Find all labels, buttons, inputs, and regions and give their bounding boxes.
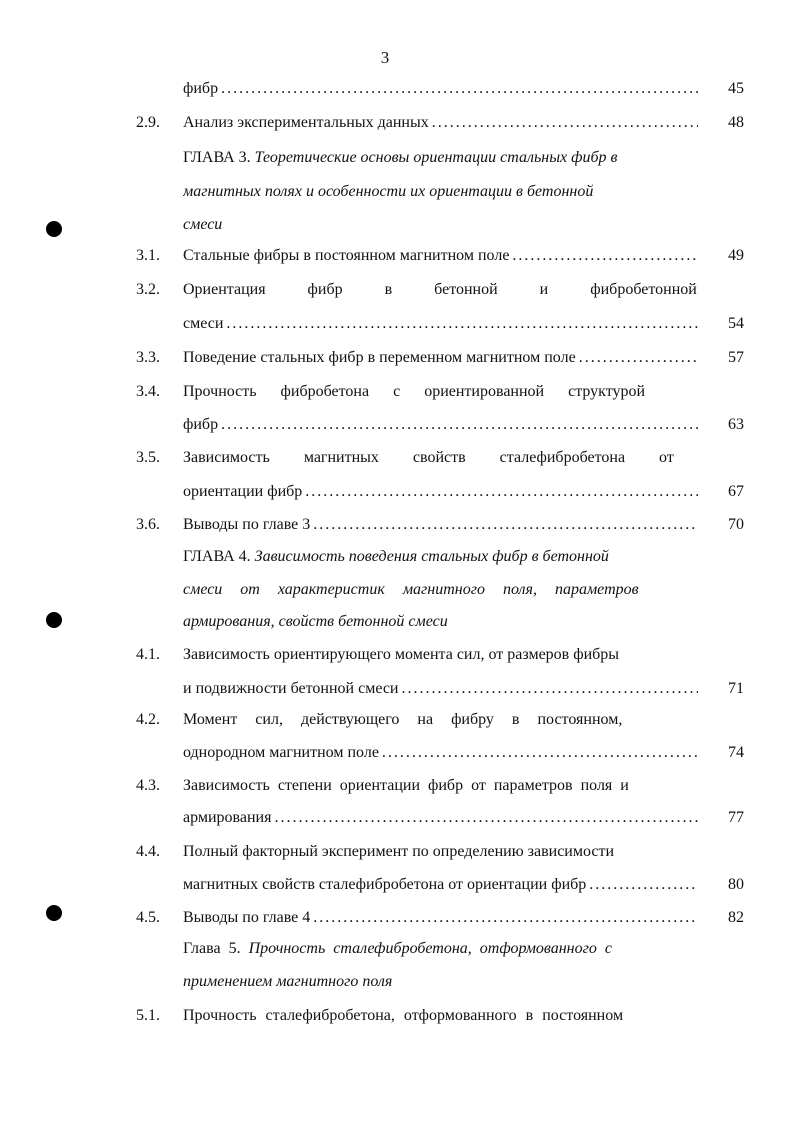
toc-entry-number: 4.4. [136, 843, 160, 860]
toc-entry-continuation[interactable] [0, 873, 794, 897]
chapter-label: ГЛАВА 3. [183, 149, 251, 166]
toc-entry-number: 3.5. [136, 449, 160, 466]
toc-entry-page: 77 [728, 809, 744, 826]
toc-entry[interactable] [0, 643, 794, 667]
toc-entry-text: Ориентация фибр в бетонной и фибробетонной [183, 281, 697, 298]
toc-entry-continuation[interactable] [0, 677, 794, 701]
toc-entry-number: 2.9. [136, 114, 160, 131]
toc-entry-text: Зависимость ориентирующего момента сил, от размеров фибры [183, 646, 620, 663]
chapter-heading-continuation [0, 213, 794, 237]
chapter-title: Прочность сталефибробетона, отформованного с [248, 940, 612, 957]
chapter-title: применением магнитного поля [183, 973, 393, 990]
toc-entry-number: 3.1. [136, 247, 160, 264]
chapter-heading-text [183, 146, 698, 170]
toc-entry-continuation[interactable] [0, 741, 794, 765]
chapter-label: Глава 5. [183, 940, 241, 957]
chapter-heading[interactable] [0, 146, 794, 170]
chapter-label: ГЛАВА 4. [183, 548, 251, 565]
chapter-title: смеси от характеристик магнитного поля, параметров [183, 581, 639, 598]
chapter-heading-text [183, 545, 698, 569]
chapter-title: Зависимость поведения стальных фибр в бетонной [254, 548, 609, 565]
toc-entry-continuation[interactable] [0, 312, 794, 336]
toc-entry-number: 3.3. [136, 349, 160, 366]
toc-entry-page: 54 [728, 315, 744, 332]
toc-entry-number: 3.2. [136, 281, 160, 298]
toc-entry-number: 5.1. [136, 1007, 160, 1024]
toc-entry[interactable] [0, 244, 794, 268]
toc-entry[interactable] [0, 77, 794, 101]
toc-entry-text: Момент сил, действующего на фибру в постоянном, [183, 711, 623, 728]
page-number: 3 [380, 48, 390, 67]
toc-entry-page: 57 [728, 349, 744, 366]
toc-entry-text: Прочность сталефибробетона, отформованного в постоянном [183, 1007, 624, 1024]
chapter-heading-continuation [0, 970, 794, 994]
toc-entry[interactable] [0, 380, 794, 404]
toc-entry-number: 4.2. [136, 711, 160, 728]
toc-entry-text: Зависимость степени ориентации фибр от параметров поля и [183, 777, 629, 794]
toc-entry-number: 4.3. [136, 777, 160, 794]
toc-entry-text: однородном магнитном поле . . . [183, 741, 698, 765]
toc-entry-page: 74 [728, 744, 744, 761]
toc-entry-text: армирования . . . [183, 806, 698, 830]
chapter-heading-continuation [0, 180, 794, 204]
toc-entry-text: Прочность фибробетона с ориентированной структурой [183, 383, 646, 400]
toc-entry[interactable] [0, 278, 794, 302]
toc-entry-number: 3.4. [136, 383, 160, 400]
toc-entry-text: фибр . . . [183, 413, 698, 437]
chapter-title: магнитных полях и особенности их ориентации в бетонной [183, 183, 594, 200]
toc-entry-page: 71 [728, 680, 744, 697]
toc-entry-number: 4.1. [136, 646, 160, 663]
toc-entry-number: 4.5. [136, 909, 160, 926]
toc-entry-continuation[interactable] [0, 806, 794, 830]
chapter-heading[interactable] [0, 937, 794, 961]
toc-entry-text: Зависимость магнитных свойств сталефибробетона от [183, 449, 674, 466]
chapter-heading-continuation [0, 578, 794, 602]
toc-entry[interactable] [0, 111, 794, 135]
toc-entry[interactable] [0, 906, 794, 930]
toc-entry-text: Стальные фибры в постоянном магнитном поле . . . [183, 244, 698, 268]
toc-entry[interactable] [0, 346, 794, 370]
toc-entry-text: фибр . . . [183, 77, 698, 101]
toc-entry-page: 80 [728, 876, 744, 893]
toc-entry-continuation[interactable] [0, 413, 794, 437]
chapter-title: смеси [183, 216, 223, 233]
toc-entry-page: 45 [728, 80, 744, 97]
toc-entry-page: 82 [728, 909, 744, 926]
chapter-heading-continuation [0, 610, 794, 634]
chapter-title: армирования, свойств бетонной смеси [183, 613, 448, 630]
toc-entry[interactable] [0, 446, 794, 470]
toc-entry-page: 67 [728, 483, 744, 500]
toc-entry-page: 63 [728, 416, 744, 433]
toc-entry[interactable] [0, 840, 794, 864]
toc-entry-text: и подвижности бетонной смеси . . . [183, 677, 698, 701]
toc-entry-continuation[interactable] [0, 480, 794, 504]
toc-entry-text: смеси . . . [183, 312, 698, 336]
toc-entry[interactable] [0, 513, 794, 537]
toc-entry-text: Выводы по главе 4 . . . [183, 906, 698, 930]
toc-entry-text: Поведение стальных фибр в переменном магнитном поле . . . [183, 346, 698, 370]
toc-entry-page: 70 [728, 516, 744, 533]
toc-entry-page: 49 [728, 247, 744, 264]
toc-entry-text: Полный факторный эксперимент по определению зависимости [183, 843, 615, 860]
toc-entry[interactable] [0, 774, 794, 798]
toc-entry-text: ориентации фибр . . . [183, 480, 698, 504]
chapter-heading-text [183, 937, 698, 961]
toc-entry-text: Выводы по главе 3 . . . [183, 513, 698, 537]
chapter-heading[interactable] [0, 545, 794, 569]
toc-entry-number: 3.6. [136, 516, 160, 533]
toc-entry[interactable] [0, 708, 794, 732]
toc-entry-page: 48 [728, 114, 744, 131]
toc-entry-text: Анализ экспериментальных данных . . . [183, 111, 698, 135]
chapter-title: Теоретические основы ориентации стальных фибр в [254, 149, 618, 166]
toc-entry-text: магнитных свойств сталефибробетона от ориентации фибр . . . [183, 873, 698, 897]
toc-entry[interactable] [0, 1004, 794, 1028]
